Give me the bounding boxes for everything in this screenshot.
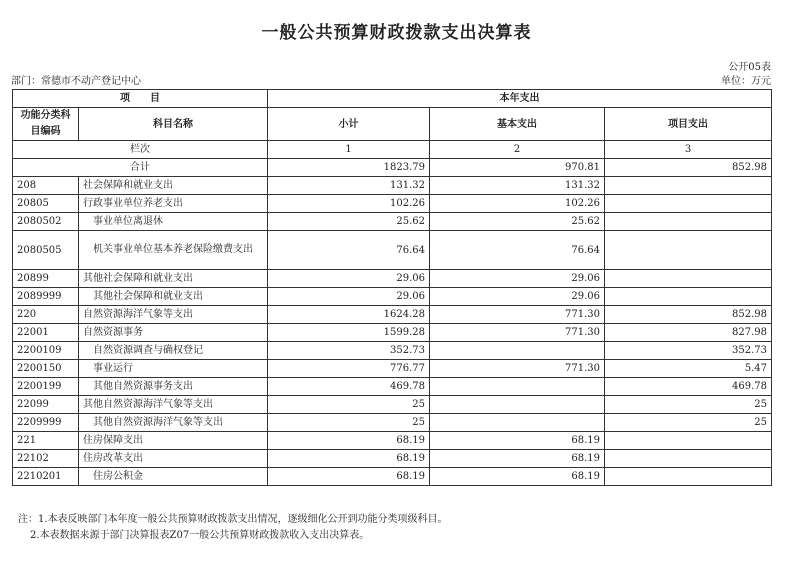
column-number-3: 3 [605, 141, 772, 159]
row-subtotal: 29.06 [268, 270, 430, 288]
table-row [13, 432, 772, 450]
row-project [605, 213, 772, 231]
header-current-year: 本年支出 [268, 90, 772, 108]
form-number: 公开05表 [728, 62, 771, 73]
row-basic: 131.32 [430, 177, 605, 195]
table-row [13, 450, 772, 468]
row-name: 机关事业单位基本养老保险缴费支出 [79, 231, 268, 270]
row-code: 220 [13, 306, 79, 324]
row-subtotal: 1599.28 [268, 324, 430, 342]
header-func-code: 功能分类科目编码 [13, 108, 79, 141]
unit-label: 单位：万元 [721, 76, 771, 87]
table-row [13, 195, 772, 213]
row-name: 事业运行 [79, 360, 268, 378]
row-subtotal: 469.78 [268, 378, 430, 396]
table-row [13, 213, 772, 231]
row-code: 2200150 [13, 360, 79, 378]
table-row [13, 396, 772, 414]
row-code: 20805 [13, 195, 79, 213]
row-basic: 68.19 [430, 450, 605, 468]
total-basic: 970.81 [430, 159, 605, 177]
row-basic [430, 378, 605, 396]
row-basic [430, 396, 605, 414]
table-row [13, 306, 772, 324]
row-name: 自然资源调查与确权登记 [79, 342, 268, 360]
header-item: 项 目 [13, 90, 268, 108]
row-name: 事业单位离退休 [79, 213, 268, 231]
row-code: 208 [13, 177, 79, 195]
row-project [605, 177, 772, 195]
row-name: 住房公积金 [79, 468, 268, 486]
row-project: 5.47 [605, 360, 772, 378]
row-subtotal: 352.73 [268, 342, 430, 360]
total-subtotal: 1823.79 [268, 159, 430, 177]
row-basic: 68.19 [430, 432, 605, 450]
header-subject-name: 科目名称 [79, 108, 268, 141]
row-name: 其他社会保障和就业支出 [79, 288, 268, 306]
row-project [605, 195, 772, 213]
header-subtotal: 小计 [268, 108, 430, 141]
row-basic: 771.30 [430, 360, 605, 378]
footnote-1: 注：1.本表反映部门本年度一般公共预算财政拨款支出情况，逐级细化公开到功能分类项级科目。 [18, 514, 448, 525]
row-code: 2209999 [13, 414, 79, 432]
row-project: 469.78 [605, 378, 772, 396]
row-name: 住房改革支出 [79, 450, 268, 468]
row-basic [430, 414, 605, 432]
row-subtotal: 25 [268, 396, 430, 414]
column-number-2: 2 [430, 141, 605, 159]
row-basic: 102.26 [430, 195, 605, 213]
table-row [13, 177, 772, 195]
row-project: 352.73 [605, 342, 772, 360]
row-subtotal: 131.32 [268, 177, 430, 195]
row-subtotal: 1624.28 [268, 306, 430, 324]
row-subtotal: 25 [268, 414, 430, 432]
row-project [605, 288, 772, 306]
row-project: 25 [605, 396, 772, 414]
table-row [13, 468, 772, 486]
table-row [13, 288, 772, 306]
row-code: 2210201 [13, 468, 79, 486]
table-row [13, 414, 772, 432]
table-row [13, 378, 772, 396]
row-subtotal: 25.62 [268, 213, 430, 231]
row-code: 2080502 [13, 213, 79, 231]
row-basic: 29.06 [430, 270, 605, 288]
row-subtotal: 68.19 [268, 450, 430, 468]
footnotes [18, 512, 448, 544]
row-name: 住房保障支出 [79, 432, 268, 450]
row-code: 22099 [13, 396, 79, 414]
page-title: 一般公共预算财政拨款支出决算表 [261, 23, 532, 43]
row-project [605, 432, 772, 450]
row-name: 其他自然资源海洋气象等支出 [79, 396, 268, 414]
row-project: 852.98 [605, 306, 772, 324]
row-basic [430, 342, 605, 360]
row-project [605, 468, 772, 486]
row-code: 221 [13, 432, 79, 450]
row-subtotal: 76.64 [268, 231, 430, 270]
row-project [605, 450, 772, 468]
total-project: 852.98 [605, 159, 772, 177]
row-subtotal: 68.19 [268, 432, 430, 450]
row-name: 其他自然资源海洋气象等支出 [79, 414, 268, 432]
row-subtotal: 776.77 [268, 360, 430, 378]
row-basic: 25.62 [430, 213, 605, 231]
expenditure-table [12, 89, 772, 486]
table-row [13, 231, 772, 270]
row-project: 25 [605, 414, 772, 432]
header-project: 项目支出 [605, 108, 772, 141]
row-code: 22001 [13, 324, 79, 342]
row-basic: 771.30 [430, 306, 605, 324]
column-number-1: 1 [268, 141, 430, 159]
row-code: 20899 [13, 270, 79, 288]
row-name: 其他社会保障和就业支出 [79, 270, 268, 288]
row-basic: 68.19 [430, 468, 605, 486]
row-code: 2089999 [13, 288, 79, 306]
row-code: 2200109 [13, 342, 79, 360]
row-basic: 29.06 [430, 288, 605, 306]
row-code: 2080505 [13, 231, 79, 270]
column-number-label: 栏次 [13, 141, 268, 159]
row-name: 行政事业单位养老支出 [79, 195, 268, 213]
footnote-2: 2.本表数据来源于部门决算报表Z07一般公共预算财政拨款收入支出决算表。 [30, 530, 370, 541]
row-name: 社会保障和就业支出 [79, 177, 268, 195]
row-name: 自然资源事务 [79, 324, 268, 342]
row-project [605, 270, 772, 288]
total-label: 合计 [13, 159, 268, 177]
row-basic: 771.30 [430, 324, 605, 342]
header-basic: 基本支出 [430, 108, 605, 141]
row-project: 827.98 [605, 324, 772, 342]
row-name: 其他自然资源事务支出 [79, 378, 268, 396]
row-subtotal: 29.06 [268, 288, 430, 306]
row-basic: 76.64 [430, 231, 605, 270]
row-project [605, 231, 772, 270]
row-code: 22102 [13, 450, 79, 468]
row-subtotal: 102.26 [268, 195, 430, 213]
table-row [13, 342, 772, 360]
row-name: 自然资源海洋气象等支出 [79, 306, 268, 324]
table-row [13, 324, 772, 342]
department-label: 部门：常德市不动产登记中心 [11, 76, 141, 87]
row-code: 2200199 [13, 378, 79, 396]
row-subtotal: 68.19 [268, 468, 430, 486]
table-row [13, 360, 772, 378]
table-row [13, 270, 772, 288]
